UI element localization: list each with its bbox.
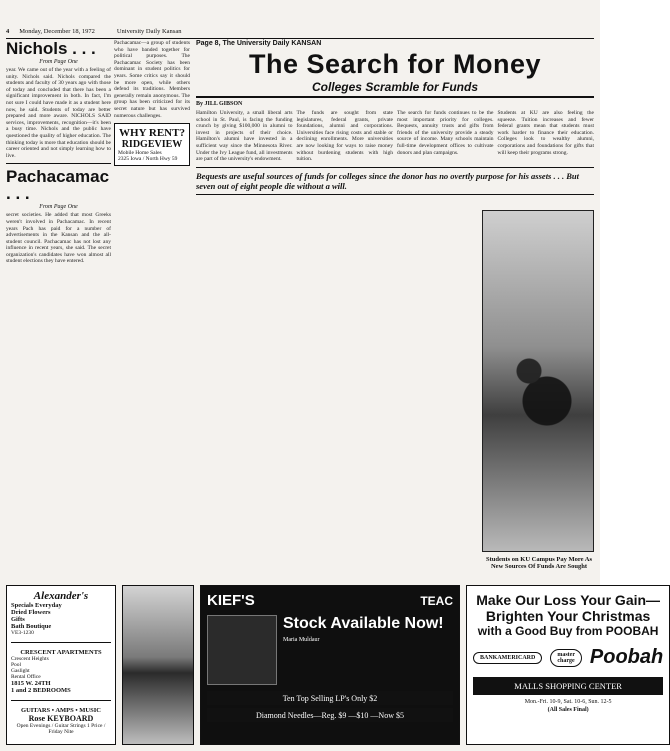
poobah-logo: Poobah xyxy=(589,646,664,668)
guitars-title: GUITARS • AMPS • MUSIC xyxy=(21,707,101,714)
feature-col-1: Hamilton University, a small liberal arts school in St. Paul, is facing the funding crunch by giving $100,000 in alumni to invest in projects of their choice. Hamilton's alumni have invested in a sufficient way since the Minnesota River. Under the Ivy League fund, all investments are part of the university's endowment. xyxy=(196,110,293,163)
ad-alexanders xyxy=(7,586,115,640)
right-inner xyxy=(467,586,669,719)
feature-kicker: Page 8, The University Daily KANSAN xyxy=(196,40,322,47)
right-head-3: with a Good Buy from POOBAH xyxy=(477,624,659,638)
ad-left-stack xyxy=(6,585,116,745)
crescent-item-1: Crescent Heights xyxy=(11,656,49,662)
artist-name: Maria Muldaur xyxy=(283,636,320,643)
left-rule xyxy=(6,163,111,164)
ad-why-rent xyxy=(114,123,190,166)
ad-why-rent-line1: Mobile Home Sales xyxy=(118,150,162,157)
pachacamac-body: secret societies. He added that most Greeks weren't involved in Pachacamac. In recent years Pach has paid for a number of advertisements in the Kansan and the all-student council. Pachacamac has not lost any influence in recent years, she said. The secret organization's candidates have won almost all student elections they have entered. xyxy=(6,212,111,265)
ad-divider-2 xyxy=(11,700,111,701)
crescent-item-5: 1815 W. 24TH xyxy=(11,680,51,687)
guitars-line: Open Evenings / Guitar Strings 1 Price / Friday Nite xyxy=(16,723,106,735)
page-number: 4 xyxy=(6,28,10,35)
ad-why-rent-title: WHY RENT? xyxy=(119,127,185,140)
guitars-store: Rose KEYBOARD xyxy=(28,714,94,723)
alexanders-item-3: Gifts xyxy=(11,616,25,623)
feature-byline: By JILL GIBSON xyxy=(196,101,243,107)
bottom-ads xyxy=(6,585,664,745)
center-bar-2 xyxy=(207,708,453,722)
crescent-title: CRESCENT APARTMENTS xyxy=(20,649,102,656)
master-charge-badge: master charge xyxy=(550,649,582,667)
ad-crescent xyxy=(7,645,115,698)
ad-photo-strip xyxy=(122,585,194,745)
nichols-text xyxy=(6,67,111,159)
center-line-1: Ten Top Selling LP's Only $2 xyxy=(282,693,378,703)
brand-teac: TEAC xyxy=(420,593,453,608)
center-text xyxy=(283,615,453,685)
ad-grid xyxy=(6,585,664,745)
right-head-2: Brighten Your Christmas xyxy=(485,608,651,624)
center-brands xyxy=(207,592,453,609)
ad-guitars xyxy=(7,703,115,739)
alexanders-item-1: Specials Everyday xyxy=(11,602,62,609)
pachacamac-text xyxy=(6,212,111,265)
right-logos xyxy=(473,646,663,669)
nichols-body: year. We came out of the year with a feeling of unity. Nichols said. Nichols compared the students and faculty of 30 years ago with those of today and concluded that there has been a significant improvement in both. In fact, I'm not sure I could have made it as a student here now, he said. Students of today are better prepared and more aware. NICHOLS SAID services, improvements, recognition—it's been a busy time. Nichols and the public have questioned the quality of higher education. The thinking today is more that education should be career oriented and not simply learning how to live. xyxy=(6,67,111,159)
crescent-item-6: 1 and 2 BEDROOMS xyxy=(11,687,71,694)
crescent-item-3: Gaslight xyxy=(11,668,30,674)
nichols-from: From Page One xyxy=(39,59,78,65)
photo-caption: Students on KU Campus Pay More As New Sources Of Funds Are Sought xyxy=(485,556,593,570)
photo-silhouette xyxy=(493,331,583,531)
alexanders-item-2: Dried Flowers xyxy=(11,609,51,616)
pull-quote: Bequests are useful sources of funds for colleges since the donor has no overtly purpose for his assets . . . But seven out of eight people die without a will. xyxy=(196,167,594,195)
brand-kiefs: KIEF'S xyxy=(207,592,255,609)
center-bar-1 xyxy=(207,691,453,705)
bank-card-badge: BANKAMERICARD xyxy=(473,652,542,664)
feature-subtitle: Colleges Scramble for Funds xyxy=(311,80,479,94)
feature-col-4: Students at KU are also feeling the squeeze. Tuition increases and fewer federal grants mean that students must work harder to finance their education. Colleges look to wealthy alumni, corporations and foundations for gifts that will keep their programs strong. xyxy=(497,110,594,156)
paper-name: University Daily Kansan xyxy=(116,28,182,35)
center-inner xyxy=(201,586,459,728)
ad-divider-1 xyxy=(11,642,111,643)
right-location: MALLS SHOPPING CENTER xyxy=(514,681,622,691)
alexanders-title: Alexander's xyxy=(33,590,89,602)
feature-area xyxy=(196,40,594,580)
ad-why-rent-line2: 2325 Iowa / North Hwy 59 xyxy=(118,156,178,163)
left-column-2 xyxy=(114,40,190,480)
alexanders-phone: VE3-1230 xyxy=(11,630,34,636)
pachacamac-cont xyxy=(114,40,190,119)
ad-why-rent-name: RIDGEVIEW xyxy=(121,139,183,151)
right-hours: Mon.-Fri. 10-9, Sat. 10-6, Sun. 12-5 xyxy=(524,699,612,705)
page-header xyxy=(6,28,594,39)
right-location-bar xyxy=(473,677,663,695)
feature-title: The Search for Money xyxy=(248,49,542,79)
alexanders-item-4: Bath Boutique xyxy=(11,623,52,630)
feature-header xyxy=(196,40,594,98)
feature-col-2: The funds are sought from state legislatures, federal grants, private foundations, alumni and corporations. Universities face rising costs and stable or declining enrollments. More universities are now looking for ways to raise money without burdening students with high tuition. xyxy=(296,110,393,163)
right-head-1: Make Our Loss Your Gain— xyxy=(476,592,661,608)
feature-columns xyxy=(196,110,594,163)
page-date: Monday, December 18, 1972 xyxy=(19,28,95,35)
pachacamac-title: Pachacamac . . . xyxy=(6,167,110,204)
pachacamac-cont-body: Pachacamac—a group of students who have banded together for political purposes. The Pachacamac Society has been dominant in student politics for years. Some critics say it should be more open, while others defend its traditions. Members generally remain anonymous. The group has been criticized for its secret nature but has survived numerous challenges. xyxy=(114,40,190,119)
ad-right xyxy=(466,585,670,745)
pachacamac-from: From Page One xyxy=(39,204,78,211)
strip-image xyxy=(123,586,193,744)
center-line-2: Diamond Needles—Reg. $9 —$10 —Now $5 xyxy=(256,710,404,720)
nichols-title: Nichols . . . xyxy=(6,39,96,58)
crescent-item-4: Rental Office xyxy=(11,674,41,680)
crescent-item-2: Pool xyxy=(11,662,22,668)
album-art xyxy=(207,615,277,685)
feature-photo xyxy=(482,210,594,552)
ad-center xyxy=(200,585,460,745)
right-extra: (All Sales Final) xyxy=(547,707,589,713)
feature-col-3: The search for funds continues to be the most important priority for colleges. Bequests, annuity trusts and gifts from friends of the university provide a steady source of income. Many schools maintain full-time development offices to cultivate donors and plan campaigns. xyxy=(397,110,494,156)
stock-available: Stock Available Now! xyxy=(283,615,444,632)
center-body xyxy=(207,615,453,685)
